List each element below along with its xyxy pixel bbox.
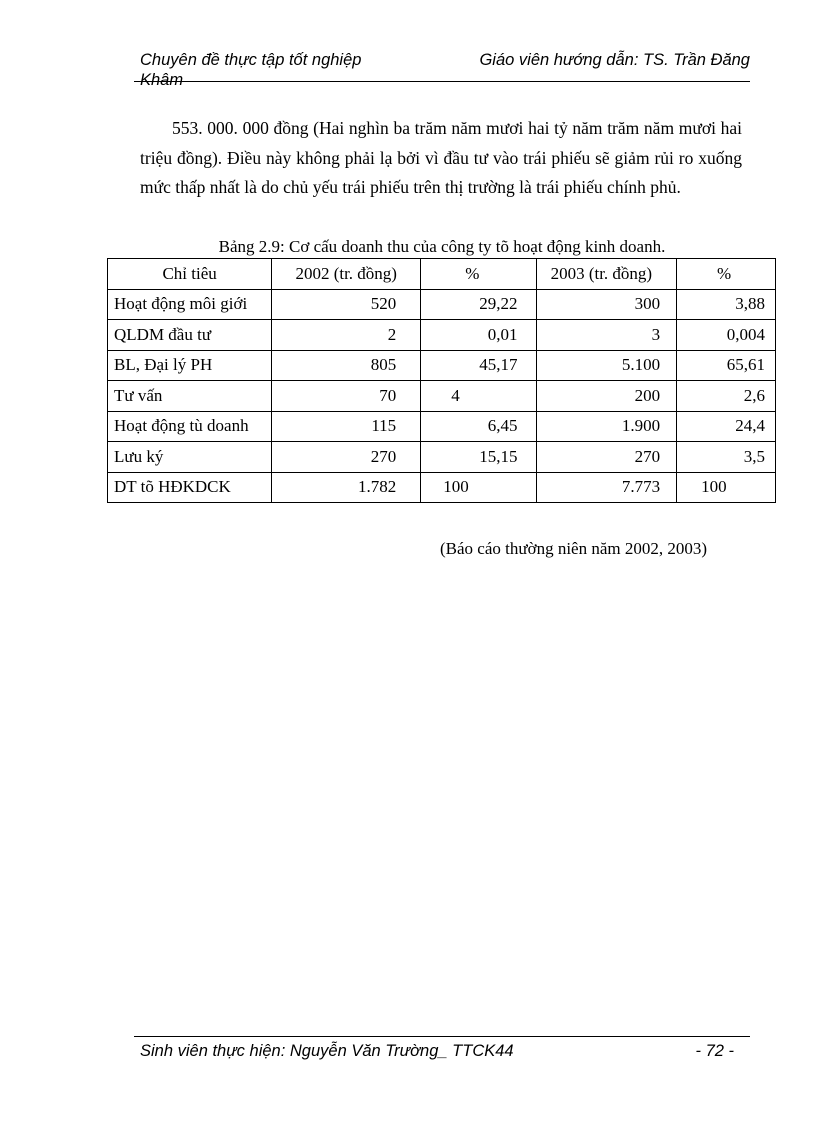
table-row: [108, 411, 776, 442]
header-2002-percent: %: [421, 259, 536, 290]
header-2002-value: 2002 (tr. đồng): [272, 259, 421, 290]
table-row: [108, 289, 776, 320]
cell-2002-percent: 100: [421, 472, 536, 503]
cell-2002-value: 270: [272, 442, 421, 473]
cell-2003-value: 270: [536, 442, 677, 473]
cell-2003-percent: 100: [677, 472, 776, 503]
table-row: [108, 320, 776, 351]
cell-2002-value: 115: [272, 411, 421, 442]
cell-indicator: DT tõ HĐKDCK: [108, 472, 272, 503]
cell-2003-value: 5.100: [536, 350, 677, 381]
cell-indicator: Tư vấn: [108, 381, 272, 412]
page-number: - 72 -: [695, 1042, 734, 1060]
page-header: [140, 50, 750, 90]
cell-2003-value: 200: [536, 381, 677, 412]
table-header-row: [108, 259, 776, 290]
cell-2002-percent: 6,45: [421, 411, 536, 442]
header-indicator: Chỉ tiêu: [108, 259, 272, 290]
revenue-structure-table: [107, 258, 776, 503]
cell-2002-value: 2: [272, 320, 421, 351]
cell-2002-percent: 4: [421, 381, 536, 412]
cell-2003-value: 3: [536, 320, 677, 351]
cell-2002-value: 1.782: [272, 472, 421, 503]
cell-2002-value: 70: [272, 381, 421, 412]
table-total-row: [108, 472, 776, 503]
cell-indicator: Hoạt động tù doanh: [108, 411, 272, 442]
cell-indicator: Hoạt động môi giới: [108, 289, 272, 320]
cell-2003-percent: 24,4: [677, 411, 776, 442]
cell-2003-percent: 2,6: [677, 381, 776, 412]
cell-2003-value: 1.900: [536, 411, 677, 442]
footer-author: Sinh viên thực hiện: Nguyễn Văn Trường_ TTCK44: [140, 1042, 514, 1060]
cell-2003-percent: 3,88: [677, 289, 776, 320]
cell-2002-value: 805: [272, 350, 421, 381]
header-divider: [134, 81, 750, 82]
cell-2002-percent: 0,01: [421, 320, 536, 351]
cell-2003-percent: 65,61: [677, 350, 776, 381]
cell-2002-value: 520: [272, 289, 421, 320]
header-report-title: Chuyên đề thực tập tốt nghiệp: [140, 51, 362, 69]
cell-indicator: QLDM đầu tư: [108, 320, 272, 351]
page-footer: [140, 1041, 734, 1061]
body-paragraph: 553. 000. 000 đồng (Hai nghìn ba trăm năm mươi hai tỷ năm trăm năm mươi hai triệu đồng). Điều này không phải lạ bởi vì đầu tư vào trái phiếu sẽ giảm rủi ro xuống mức thấp nhất là do chủ yếu trái phiếu trên thị trường là trái phiếu chính phủ.: [140, 118, 742, 197]
table-row: [108, 350, 776, 381]
footer-divider: [134, 1036, 750, 1037]
header-supervisor-continuation: Khâm: [140, 71, 184, 89]
header-supervisor: Giáo viên hướng dẫn: TS. Trần Đăng: [479, 51, 750, 69]
cell-2003-percent: 0,004: [677, 320, 776, 351]
cell-indicator: BL, Đại lý PH: [108, 350, 272, 381]
cell-2003-value: 7.773: [536, 472, 677, 503]
header-2003-percent: %: [677, 259, 776, 290]
cell-2002-percent: 45,17: [421, 350, 536, 381]
cell-indicator: Lưu ký: [108, 442, 272, 473]
header-2003-value: 2003 (tr. đồng): [536, 259, 677, 290]
table-caption: Bảng 2.9: Cơ cấu doanh thu của công ty tõ hoạt động kinh doanh.: [218, 237, 666, 256]
table-source-note: (Báo cáo thường niên năm 2002, 2003): [440, 539, 708, 558]
table-row: [108, 381, 776, 412]
header-row: [140, 50, 750, 70]
cell-2003-value: 300: [536, 289, 677, 320]
cell-2003-percent: 3,5: [677, 442, 776, 473]
cell-2002-percent: 29,22: [421, 289, 536, 320]
cell-2002-percent: 15,15: [421, 442, 536, 473]
table-row: [108, 442, 776, 473]
